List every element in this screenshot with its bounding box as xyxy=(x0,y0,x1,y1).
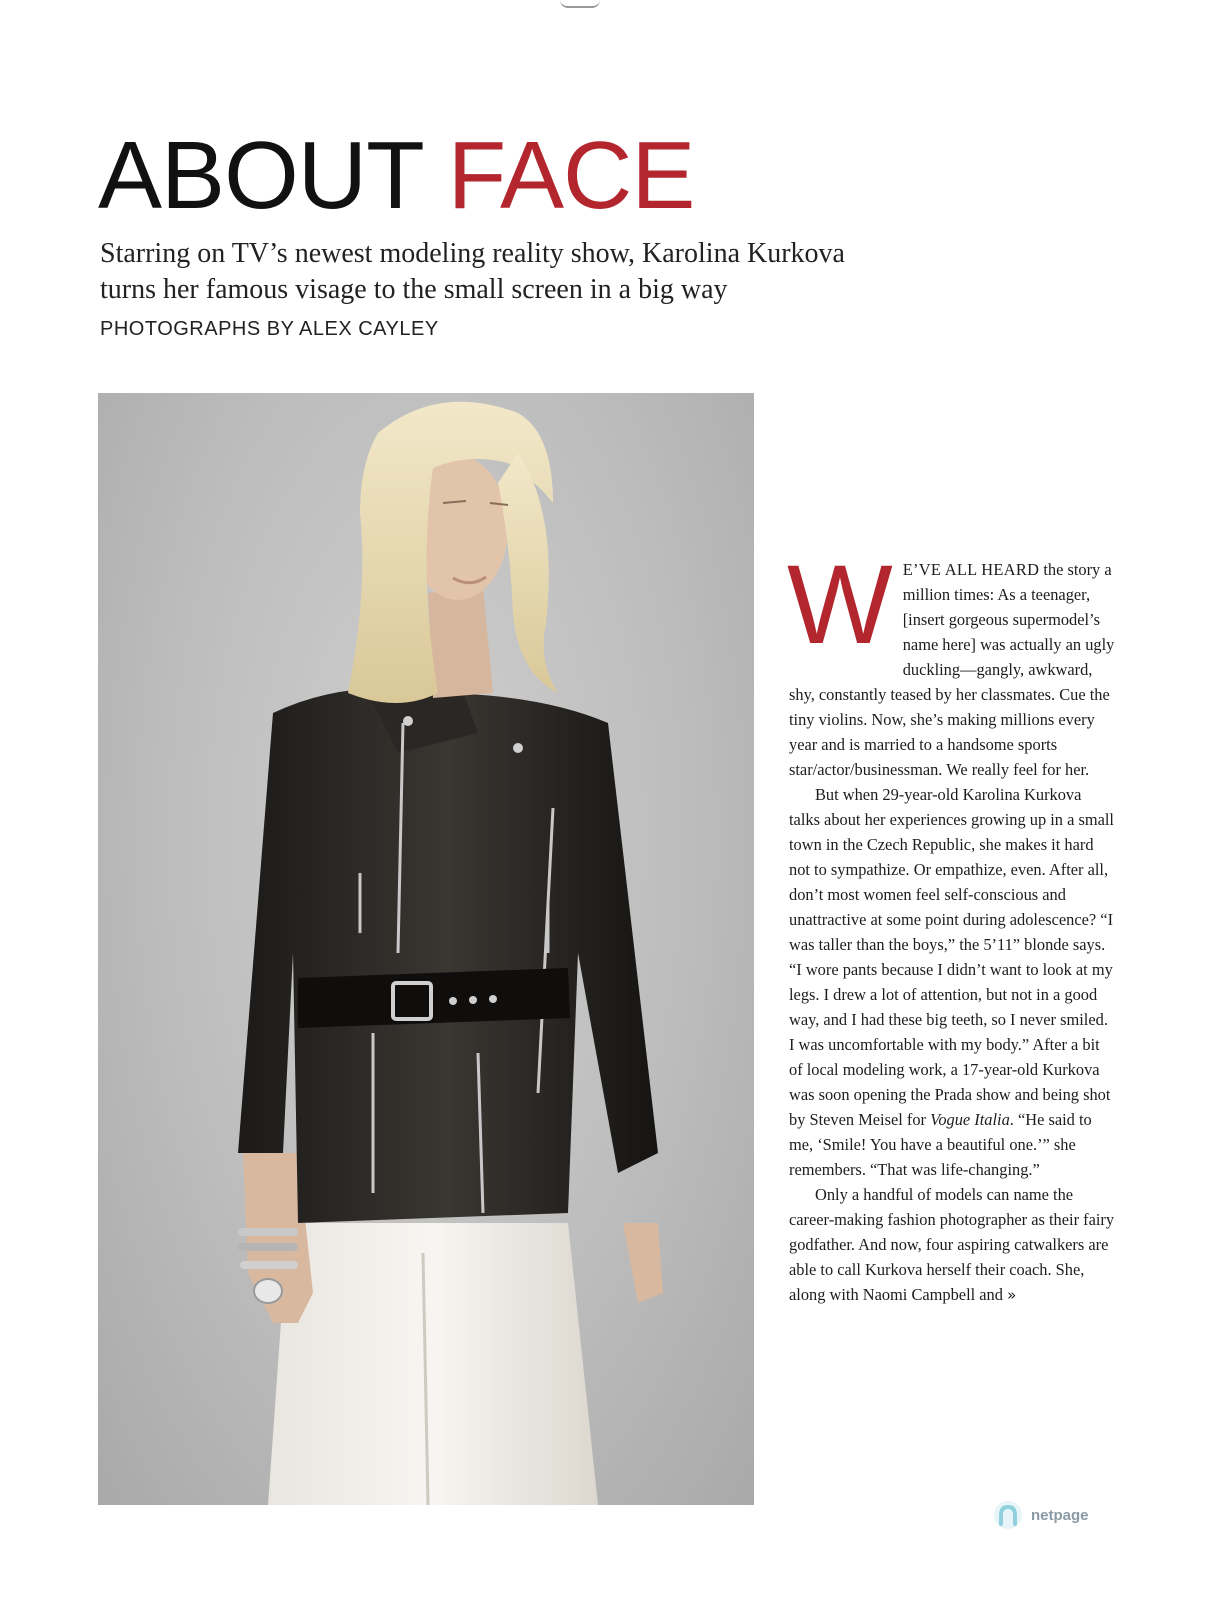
paragraph-2-text: But when 29-year-old Karolina Kurkova talks about her experiences growing up in a small town in the Czech Republic, she makes it hard not to sympathize. Or empathize, even. After all, don’t most women feel self-conscious and unattractive at some point during adolescence? “I was taller than the boys,” the 5’11” blonde says. “I wore pants because I didn’t want to look at my legs. I drew a lot of attention, but not in a good way, and I had these big teeth, so I never smiled. I was uncomfortable with my body.” After a bit of local modeling work, a 17-year-old Kurkova was soon opening the Prada show and being shot by Steven Meisel for xyxy=(789,785,1114,1129)
netpage-logo-text: netpage xyxy=(1031,1506,1089,1524)
feature-photo xyxy=(98,393,754,1505)
article-body xyxy=(787,542,1115,1308)
headline-word-face: FACE xyxy=(447,122,695,229)
dek xyxy=(100,236,1100,308)
article-paragraph-1 xyxy=(787,542,1115,782)
photo-credit: PHOTOGRAPHS BY ALEX CAYLEY xyxy=(100,318,439,340)
paragraph-3-text: Only a handful of models can name the career-making fashion photographer as their fairy godfather. And now, four aspiring catwalkers are able to call Kurkova herself their coach. She, along with Naomi Campbell and xyxy=(789,1185,1115,1304)
lead-in-caps: E’VE ALL HEARD xyxy=(902,560,1040,579)
dek-line-1: Starring on TV’s newest modeling reality show, Karolina Kurkova xyxy=(100,238,845,269)
article-paragraph-2 xyxy=(789,782,1115,1182)
page-top-mark xyxy=(560,0,600,8)
netpage-arch-icon xyxy=(993,1500,1023,1530)
headline xyxy=(98,122,695,229)
dek-line-2: turns her famous visage to the small screen in a big way xyxy=(100,274,728,305)
headline-word-about: ABOUT xyxy=(98,122,422,229)
magazine-title: Vogue Italia xyxy=(930,1110,1010,1129)
article-paragraph-3 xyxy=(789,1182,1115,1308)
model-illustration xyxy=(98,393,754,1505)
drop-cap: W xyxy=(787,542,893,667)
netpage-logo xyxy=(993,1500,1089,1530)
paragraph-2-text-end: . “He said to me, ‘Smile! You have a beautiful one.’” she remembers. “That was life-changing.” xyxy=(789,1110,1092,1179)
continue-arrow-icon: » xyxy=(1007,1286,1017,1304)
paragraph-1-text: the story a million times: As a teenager, [insert gorgeous supermodel’s name here] was actually an ugly duckling—gangly, awkward, shy, constantly teased by her classmates. Cue the tiny violins. Now, she’s making millions every year and is married to a handsome sports star/actor/businessman. We really feel for her. xyxy=(789,560,1115,779)
